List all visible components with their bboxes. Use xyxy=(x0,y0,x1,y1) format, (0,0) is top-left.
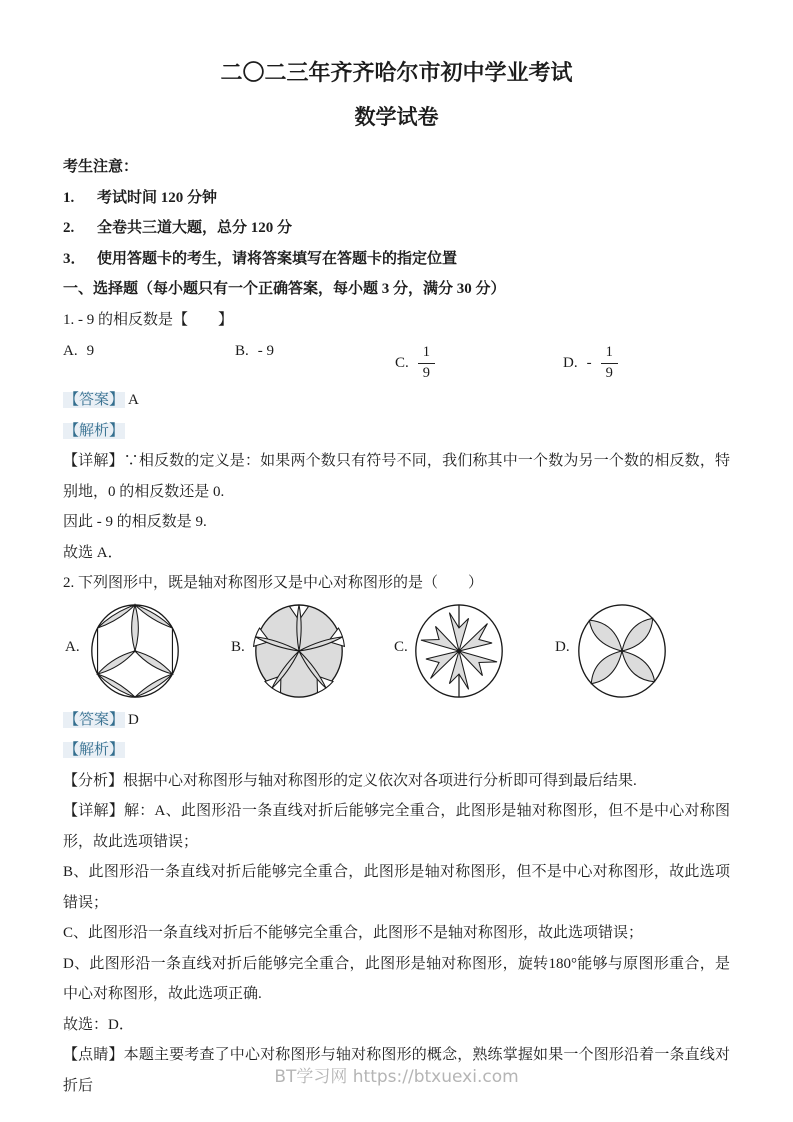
question-1-option-c xyxy=(395,343,435,383)
figure-option-a-icon xyxy=(87,601,183,701)
question-1-stem: 1. - 9 的相反数是【 】 xyxy=(63,311,233,328)
question-1-option-b xyxy=(235,343,274,360)
question-1-detail-1: 【详解】∵相反数的定义是：如果两个数只有符号不同，我们称其中一个数为另一个数的相反数，特别地，0 的相反数还是 0. xyxy=(63,453,730,500)
answer-bracket-label: 【答案】 xyxy=(64,392,125,408)
option-c-label: C. xyxy=(395,354,409,371)
notice-item-1-text: 考试时间 120 分钟 xyxy=(97,189,218,206)
option-c-fraction xyxy=(418,343,435,383)
question-2-analysis-line xyxy=(63,735,730,766)
notice-item-3-number: 3． xyxy=(63,250,86,267)
option-a-value: 9 xyxy=(86,343,95,359)
fraction-numerator: 1 xyxy=(418,343,435,364)
option-d-sign: - xyxy=(586,354,592,371)
exam-document xyxy=(63,58,730,1101)
question-2-answer-line xyxy=(63,705,730,736)
question-2-detail-6: 【点睛】本题主要考查了中心对称图形与轴对称图形的概念，熟练掌握如果一个图形沿着一条直线对折后 xyxy=(63,1047,730,1094)
option-b-value: - 9 xyxy=(257,343,275,359)
notice-item-2-number: 2. xyxy=(63,220,75,236)
exam-title: 二〇二三年齐齐哈尔市初中学业考试 xyxy=(220,60,573,85)
figure-option-d-icon xyxy=(574,601,670,701)
option-d-fraction xyxy=(601,343,618,383)
fraction-denominator: 9 xyxy=(422,364,431,381)
question-2-stem: 2. 下列图形中，既是轴对称图形又是中心对称图形的是（ ） xyxy=(63,575,484,591)
notice-item-2-text: 全卷共三道大题，总分 120 分 xyxy=(97,220,293,236)
question-1-answer: A xyxy=(128,392,139,408)
fraction-denominator: 9 xyxy=(605,364,613,381)
notice-item-2 xyxy=(63,213,730,244)
question-1-options xyxy=(63,335,730,385)
analysis-bracket-label: 【解析】 xyxy=(64,742,125,758)
figure-option-c-icon xyxy=(411,601,507,701)
question-2-detail-4: D、此图形沿一条直线对折后能够完全重合，此图形是轴对称图形，旋转180°能够与原图形重合，是中心对称图形，故此选项正确. xyxy=(63,955,730,1002)
figure-d-label: D. xyxy=(555,638,570,655)
question-2-detail-3: C、此图形沿一条直线对折后不能够完全重合，此图形不是轴对称图形，故此选项错误； xyxy=(63,925,644,941)
option-a-label: A. xyxy=(63,343,78,359)
question-1-analysis-line xyxy=(63,416,730,447)
option-d-label: D. xyxy=(563,354,578,371)
figure-option-b-icon xyxy=(251,601,347,701)
question-1-detail-3: 故选 A． xyxy=(63,544,123,561)
question-2-figures xyxy=(63,601,730,701)
question-2-answer: D xyxy=(128,711,139,728)
exam-subtitle: 数学试卷 xyxy=(354,105,439,129)
question-1-option-d xyxy=(563,343,618,383)
site-watermark: BT学习网 https://btxuexi.com xyxy=(274,1067,519,1087)
question-1-option-a xyxy=(63,343,94,360)
figure-a-label: A. xyxy=(65,638,80,655)
question-2-detail-5: 故选：D． xyxy=(63,1016,134,1033)
section-heading: 一、选择题（每小题只有一个正确答案，每小题 3 分，满分 30 分） xyxy=(63,281,506,297)
figure-b-label: B. xyxy=(231,638,245,655)
question-1-detail-2: 因此 - 9 的相反数是 9. xyxy=(63,514,207,530)
question-2-detail-1: 【详解】解：A、此图形沿一条直线对折后能够完全重合，此图形是轴对称图形，但不是中心对称图形，故此选项错误； xyxy=(63,803,730,850)
notice-item-1 xyxy=(63,183,730,214)
question-2-detail-2: B、此图形沿一条直线对折后能够完全重合，此图形是轴对称图形，但不是中心对称图形，故此选项错误； xyxy=(63,864,730,911)
notice-heading: 考生注意： xyxy=(63,159,139,175)
question-1-answer-line xyxy=(63,385,730,416)
analysis-bracket-label: 【解析】 xyxy=(64,422,125,439)
notice-item-3 xyxy=(63,244,730,275)
notice-item-1-number: 1. xyxy=(63,189,75,206)
option-b-label: B. xyxy=(235,343,249,359)
answer-bracket-label: 【答案】 xyxy=(64,711,125,728)
fraction-numerator: 1 xyxy=(601,343,618,364)
notice-item-3-text: 使用答题卡的考生，请将答案填写在答题卡的指定位置 xyxy=(97,250,458,267)
question-2-analysis-text: 【分析】根据中心对称图形与轴对称图形的定义依次对各项进行分析即可得到最后结果. xyxy=(63,772,637,789)
figure-c-label: C. xyxy=(394,638,408,655)
